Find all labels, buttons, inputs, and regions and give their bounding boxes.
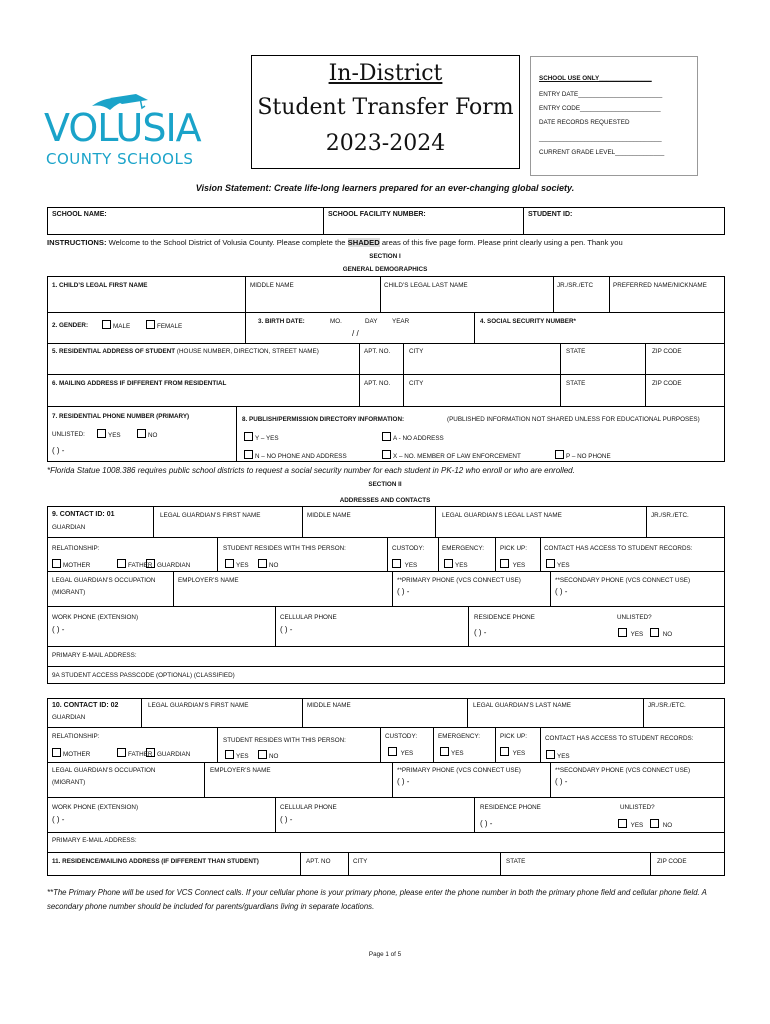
- c2-emergency-checkbox[interactable]: [440, 747, 449, 756]
- student-id-field[interactable]: STUDENT ID:: [528, 211, 573, 218]
- contact-2-primary-phone-label: **PRIMARY PHONE (VCS CONNECT USE): [397, 767, 521, 774]
- c1-guardian-opt-label: GUARDIAN: [157, 562, 191, 569]
- title-line-2: Student Transfer Form: [257, 95, 514, 120]
- c2-guardian-checkbox[interactable]: [146, 748, 155, 757]
- contact-2-work-phone-field[interactable]: ( ) -: [52, 815, 65, 824]
- c1-father-label: FATHER: [128, 562, 153, 569]
- c2-emergency-yes-label: YES: [451, 750, 464, 757]
- c2-mother-label: MOTHER: [63, 751, 91, 758]
- female-checkbox[interactable]: [146, 320, 155, 329]
- option-y-label: Y – YES: [255, 435, 279, 442]
- contact-2-relationship-label: RELATIONSHIP:: [52, 733, 100, 740]
- res-address-hint: (HOUSE NUMBER, DIRECTION, STREET NAME): [176, 348, 319, 355]
- contact-2-access-label: CONTACT HAS ACCESS TO STUDENT RECORDS:: [545, 735, 694, 742]
- c1-unlisted-yes-label: YES: [630, 631, 644, 638]
- title-line-1: In-District: [328, 61, 443, 86]
- contact-1-first-name-field[interactable]: LEGAL GUARDIAN’S FIRST NAME: [160, 512, 261, 519]
- primary-phone-footnote: **The Primary Phone will be used for VCS Connect calls. If your cellular phone is your primary phone, please enter the phone number in both the primary phone field and cellular phone field. A secondary phone number should be included for parents/guardians living in separate locations.: [47, 888, 707, 911]
- contact-1-relationship-label: RELATIONSHIP:: [52, 545, 100, 552]
- contact-2-last-name-field[interactable]: LEGAL GUARDIAN’S LAST NAME: [473, 702, 571, 709]
- section-1-subtitle: GENERAL DEMOGRAPHICS: [342, 266, 428, 273]
- instructions: [47, 238, 623, 247]
- res-phone-label: 7. RESIDENTIAL PHONE NUMBER (PRIMARY): [52, 413, 190, 420]
- res-mailing-state-field[interactable]: STATE: [506, 858, 526, 865]
- c2-father-checkbox[interactable]: [117, 748, 126, 757]
- contact-2-resides-label: STUDENT RESIDES WITH THIS PERSON:: [223, 737, 346, 744]
- contact-1-cell-phone-label: CELLULAR PHONE: [280, 614, 337, 621]
- section-1-title: SECTION I: [369, 253, 401, 260]
- contact-1-secondary-phone-label: **SECONDARY PHONE (VCS CONNECT USE): [555, 577, 691, 584]
- birth-year-label: YEAR: [392, 318, 410, 325]
- publish-option-p[interactable]: [555, 450, 611, 460]
- contact-2-secondary-phone-field[interactable]: ( ) -: [555, 777, 568, 786]
- contact-2-suffix-field[interactable]: JR./SR./ETC.: [648, 702, 686, 709]
- records-label: DATE RECORDS REQUESTED: [539, 119, 630, 126]
- gender-male-option[interactable]: [102, 320, 130, 330]
- contact-2-emergency-yes[interactable]: [440, 747, 464, 757]
- contact-2-employer-field[interactable]: EMPLOYER’S NAME: [210, 767, 271, 774]
- logo-sub-text: COUNTY SCHOOLS: [46, 150, 194, 168]
- publish-option-x[interactable]: [382, 450, 521, 460]
- child-suffix-field[interactable]: JR./SR./ETC: [557, 282, 594, 289]
- phone-unlisted-no[interactable]: [137, 429, 157, 439]
- contact-2-custody-label: CUSTODY:: [385, 733, 418, 740]
- publish-option-y[interactable]: [244, 432, 279, 442]
- c1-pickup-yes-label: YES: [512, 562, 526, 569]
- school-use-box: [530, 56, 698, 176]
- logo-main-text: VOLUSIA: [44, 106, 201, 150]
- res-mailing-zip-field[interactable]: ZIP CODE: [657, 858, 687, 865]
- c1-resides-no-label: NO: [269, 562, 279, 569]
- option-p-checkbox[interactable]: [555, 450, 564, 459]
- contact-1-passcode-field[interactable]: 9A STUDENT ACCESS PASSCODE (OPTIONAL) (CLASSIFIED): [52, 672, 235, 679]
- contact-1-pickup-label: PICK UP:: [500, 545, 527, 552]
- entry-date-field[interactable]: ENTRY DATE________________________: [539, 91, 663, 98]
- contact-2-cell-phone-label: CELLULAR PHONE: [280, 804, 337, 811]
- instructions-text-2: areas of this five page form. Please print clearly using a pen. Thank you: [379, 238, 623, 247]
- c1-mother-checkbox[interactable]: [52, 559, 61, 568]
- c1-custody-checkbox[interactable]: [392, 559, 401, 568]
- contact-1-unlisted-label: UNLISTED?: [617, 614, 652, 621]
- records-field[interactable]: ___________________________________: [539, 135, 662, 142]
- male-checkbox[interactable]: [102, 320, 111, 329]
- male-label: MALE: [113, 323, 131, 330]
- c1-father-checkbox[interactable]: [117, 559, 126, 568]
- instructions-text-1: Welcome to the School District of Volusia County. Please complete the: [106, 238, 348, 247]
- contact-1-access-yes[interactable]: [546, 559, 570, 569]
- unlisted-yes-checkbox[interactable]: [97, 429, 106, 438]
- contact-1-custody-label: CUSTODY:: [392, 545, 425, 552]
- contact-1-migrant-label: (MIGRANT): [52, 589, 86, 596]
- res-apt-field[interactable]: APT. NO.: [364, 348, 391, 355]
- c1-resides-yes-label: YES: [236, 562, 249, 569]
- contact-1-resides-no[interactable]: [258, 559, 278, 569]
- contact-2-middle-name-field[interactable]: MIDDLE NAME: [307, 702, 351, 709]
- birth-date-field[interactable]: / /: [352, 329, 359, 338]
- c1-unlisted-yes-checkbox[interactable]: [618, 628, 627, 637]
- c1-emergency-yes-label: YES: [455, 562, 468, 569]
- child-first-name-field[interactable]: 1. CHILD’S LEGAL FIRST NAME: [52, 282, 148, 289]
- contact-2-custody-yes[interactable]: [388, 747, 413, 757]
- contact-1-secondary-phone-field[interactable]: ( ) -: [555, 587, 568, 596]
- contact-2-unlisted-yes[interactable]: [618, 819, 643, 829]
- contact-1-unlisted-yes[interactable]: [618, 628, 643, 638]
- c2-access-yes-label: YES: [557, 753, 570, 760]
- res-mailing-city-field[interactable]: CITY: [353, 858, 368, 865]
- contact-2-unlisted-label: UNLISTED?: [620, 804, 655, 811]
- contact-1-resides-label: STUDENT RESIDES WITH THIS PERSON:: [223, 545, 346, 552]
- c2-custody-yes-label: YES: [400, 750, 414, 757]
- female-label: FEMALE: [157, 323, 183, 330]
- publish-option-n[interactable]: [244, 450, 347, 460]
- res-address-field[interactable]: [52, 348, 319, 355]
- res-mailing-apt-field[interactable]: APT. NO: [306, 858, 331, 865]
- c2-unlisted-yes-checkbox[interactable]: [618, 819, 627, 828]
- contact-1-pickup-yes[interactable]: [500, 559, 525, 569]
- c1-access-yes-label: YES: [557, 562, 570, 569]
- c1-unlisted-no-checkbox[interactable]: [650, 628, 659, 637]
- title-line-3: 2023-2024: [325, 131, 446, 156]
- contact-2-email-field[interactable]: PRIMARY E-MAIL ADDRESS:: [52, 837, 137, 844]
- unlisted-no-checkbox[interactable]: [137, 429, 146, 438]
- c2-unlisted-yes-label: YES: [630, 822, 644, 829]
- contact-2-migrant-label: (MIGRANT): [52, 779, 86, 786]
- contact-2-resides-no[interactable]: [258, 750, 278, 760]
- contact-2-guardian-option[interactable]: [146, 748, 190, 758]
- instructions-shaded: SHADED: [347, 238, 380, 247]
- mail-zip-field[interactable]: ZIP CODE: [652, 380, 682, 387]
- c1-emergency-checkbox[interactable]: [444, 559, 453, 568]
- contact-1-id: 9. CONTACT ID: 01: [52, 511, 115, 518]
- gender-female-option[interactable]: [146, 320, 182, 330]
- option-x-label: X – NO. MEMBER OF LAW ENFORCEMENT: [393, 453, 521, 460]
- vision-statement: Vision Statement: Create life-long learners prepared for an ever-changing global society.: [195, 183, 575, 193]
- entry-code-field[interactable]: ENTRY CODE_______________________: [539, 105, 661, 112]
- publish-note: (PUBLISHED INFORMATION NOT SHARED UNLESS FOR EDUCATIONAL PURPOSES): [447, 416, 700, 423]
- district-logo: [44, 92, 214, 172]
- res-state-field[interactable]: STATE: [566, 348, 586, 355]
- contact-2-grid: [47, 698, 725, 876]
- ssn-footnote: *Florida Statue 1008.386 requires public school districts to request a social security number for each student in PK-12 who enroll or who are enrolled.: [47, 466, 575, 475]
- contact-1-emergency-label: EMERGENCY:: [442, 545, 484, 552]
- c1-custody-yes-label: YES: [404, 562, 418, 569]
- contact-1-emergency-yes[interactable]: [444, 559, 468, 569]
- contact-2-pickup-label: PICK UP:: [500, 733, 527, 740]
- c2-custody-checkbox[interactable]: [388, 747, 397, 756]
- res-address-label: 5. RESIDENTIAL ADDRESS OF STUDENT: [52, 348, 176, 355]
- contact-2-first-name-field[interactable]: LEGAL GUARDIAN’S FIRST NAME: [148, 702, 249, 709]
- c2-mother-checkbox[interactable]: [52, 748, 61, 757]
- contact-1-employer-field[interactable]: EMPLOYER’S NAME: [178, 577, 239, 584]
- option-n-checkbox[interactable]: [244, 450, 253, 459]
- facility-number-field[interactable]: SCHOOL FACILITY NUMBER:: [328, 211, 426, 218]
- grade-level-field[interactable]: CURRENT GRADE LEVEL______________: [539, 149, 665, 156]
- res-phone-field[interactable]: ( ) -: [52, 446, 65, 455]
- contact-1-work-phone-field[interactable]: ( ) -: [52, 625, 65, 634]
- c2-unlisted-no-label: NO: [662, 822, 673, 829]
- child-preferred-name-field[interactable]: PREFERRED NAME/NICKNAME: [613, 282, 707, 289]
- ssn-field[interactable]: 4. SOCIAL SECURITY NUMBER*: [480, 318, 576, 325]
- child-last-name-field[interactable]: CHILD’S LEGAL LAST NAME: [384, 282, 468, 289]
- c1-access-checkbox[interactable]: [546, 559, 555, 568]
- contact-1-grid: [47, 506, 725, 684]
- form-title-box: [251, 55, 520, 169]
- contact-1-cell-phone-field[interactable]: ( ) -: [280, 625, 293, 634]
- res-mailing-address-field[interactable]: 11. RESIDENCE/MAILING ADDRESS (IF DIFFERENT THAN STUDENT): [52, 858, 259, 865]
- c2-resides-yes-label: YES: [236, 753, 249, 760]
- contact-1-work-phone-label: WORK PHONE (EXTENSION): [52, 614, 139, 621]
- mail-address-field[interactable]: 6. MAILING ADDRESS IF DIFFERENT FROM RESIDENTIAL: [52, 380, 227, 387]
- child-middle-name-field[interactable]: MIDDLE NAME: [250, 282, 294, 289]
- school-name-field[interactable]: SCHOOL NAME:: [52, 211, 107, 218]
- contact-2-secondary-phone-label: **SECONDARY PHONE (VCS CONNECT USE): [555, 767, 691, 774]
- contact-2-primary-phone-field[interactable]: ( ) -: [397, 777, 410, 786]
- option-y-checkbox[interactable]: [244, 432, 253, 441]
- page-number: Page 1 of 5: [368, 951, 402, 958]
- birth-mo-label: MO.: [330, 318, 342, 325]
- contact-1-primary-phone-label: **PRIMARY PHONE (VCS CONNECT USE): [397, 577, 521, 584]
- c1-guardian-checkbox[interactable]: [146, 559, 155, 568]
- c2-pickup-checkbox[interactable]: [500, 747, 509, 756]
- option-a-checkbox[interactable]: [382, 432, 391, 441]
- contact-1-resides-yes[interactable]: [225, 559, 249, 569]
- c2-father-label: FATHER: [128, 751, 153, 758]
- contact-2-emergency-label: EMERGENCY:: [438, 733, 480, 740]
- publish-option-a[interactable]: [382, 432, 444, 442]
- c1-resides-yes-checkbox[interactable]: [225, 559, 234, 568]
- contact-2-unlisted-no[interactable]: [650, 819, 672, 829]
- c2-resides-yes-checkbox[interactable]: [225, 750, 234, 759]
- contact-2-residence-phone-label: RESIDENCE PHONE: [480, 804, 541, 811]
- birth-day-label: DAY: [365, 318, 378, 325]
- contact-1-residence-phone-label: RESIDENCE PHONE: [474, 614, 535, 621]
- contact-2-resides-yes[interactable]: [225, 750, 249, 760]
- mail-city-field[interactable]: CITY: [409, 380, 424, 387]
- unlisted-no-label: NO: [148, 432, 158, 439]
- option-p-label: P – NO PHONE: [566, 453, 611, 460]
- c2-resides-no-label: NO: [269, 753, 279, 760]
- contact-1-occupation-field[interactable]: LEGAL GUARDIAN’S OCCUPATION: [52, 577, 156, 584]
- phone-unlisted-label: UNLISTED:: [52, 431, 85, 438]
- contact-1-residence-phone-field[interactable]: ( ) -: [474, 628, 487, 637]
- contact-2-residence-phone-field[interactable]: ( ) -: [480, 819, 493, 828]
- gender-label: 2. GENDER:: [52, 322, 89, 329]
- contact-2-pickup-yes[interactable]: [500, 747, 525, 757]
- option-n-label: N – NO PHONE AND ADDRESS: [255, 453, 347, 460]
- contact-2-cell-phone-field[interactable]: ( ) -: [280, 815, 293, 824]
- c2-resides-no-checkbox[interactable]: [258, 750, 267, 759]
- c1-unlisted-no-label: NO: [662, 631, 673, 638]
- contact-1-primary-phone-field[interactable]: ( ) -: [397, 587, 410, 596]
- contact-1-last-name-field[interactable]: LEGAL GUARDIAN’S LEGAL LAST NAME: [442, 512, 562, 519]
- contact-1-middle-name-field[interactable]: MIDDLE NAME: [307, 512, 351, 519]
- contact-1-custody-yes[interactable]: [392, 559, 417, 569]
- contact-1-mother-option[interactable]: [52, 559, 90, 569]
- birth-date-label: 3. BIRTH DATE:: [258, 318, 305, 325]
- c2-unlisted-no-checkbox[interactable]: [650, 819, 659, 828]
- res-city-field[interactable]: CITY: [409, 348, 424, 355]
- contact-1-email-field[interactable]: PRIMARY E-MAIL ADDRESS:: [52, 652, 137, 659]
- section-2-title: SECTION II: [368, 481, 402, 488]
- c2-access-checkbox[interactable]: [546, 750, 555, 759]
- mail-state-field[interactable]: STATE: [566, 380, 586, 387]
- section-2-subtitle: ADDRESSES AND CONTACTS: [339, 497, 431, 504]
- publish-label: 8. PUBLISH/PERMISSION DIRECTORY INFORMATION:: [242, 416, 405, 423]
- contact-2-guardian-label: GUARDIAN: [52, 714, 86, 721]
- contact-2-occupation-field[interactable]: LEGAL GUARDIAN’S OCCUPATION: [52, 767, 156, 774]
- contact-1-guardian-option[interactable]: [146, 559, 190, 569]
- contact-1-guardian-label: GUARDIAN: [52, 524, 86, 531]
- contact-2-access-yes[interactable]: [546, 750, 570, 760]
- phone-unlisted-yes[interactable]: [97, 429, 121, 439]
- instructions-label: INSTRUCTIONS:: [47, 238, 107, 247]
- option-x-checkbox[interactable]: [382, 450, 391, 459]
- option-a-label: A - NO ADDRESS: [393, 435, 444, 442]
- res-zip-field[interactable]: ZIP CODE: [652, 348, 682, 355]
- c2-pickup-yes-label: YES: [512, 750, 526, 757]
- contact-2-mother-option[interactable]: [52, 748, 90, 758]
- contact-1-access-label: CONTACT HAS ACCESS TO STUDENT RECORDS:: [544, 545, 693, 552]
- contact-1-suffix-field[interactable]: JR./SR./ETC.: [651, 512, 689, 519]
- mail-apt-field[interactable]: APT. NO.: [364, 380, 391, 387]
- school-use-heading: SCHOOL USE ONLY_______________: [539, 75, 652, 82]
- c2-guardian-opt-label: GUARDIAN: [157, 751, 191, 758]
- c1-pickup-checkbox[interactable]: [500, 559, 509, 568]
- contact-2-work-phone-label: WORK PHONE (EXTENSION): [52, 804, 139, 811]
- c1-resides-no-checkbox[interactable]: [258, 559, 267, 568]
- contact-2-id: 10. CONTACT ID: 02: [52, 702, 119, 709]
- contact-1-unlisted-no[interactable]: [650, 628, 672, 638]
- unlisted-yes-label: YES: [108, 432, 121, 439]
- c1-mother-label: MOTHER: [63, 562, 91, 569]
